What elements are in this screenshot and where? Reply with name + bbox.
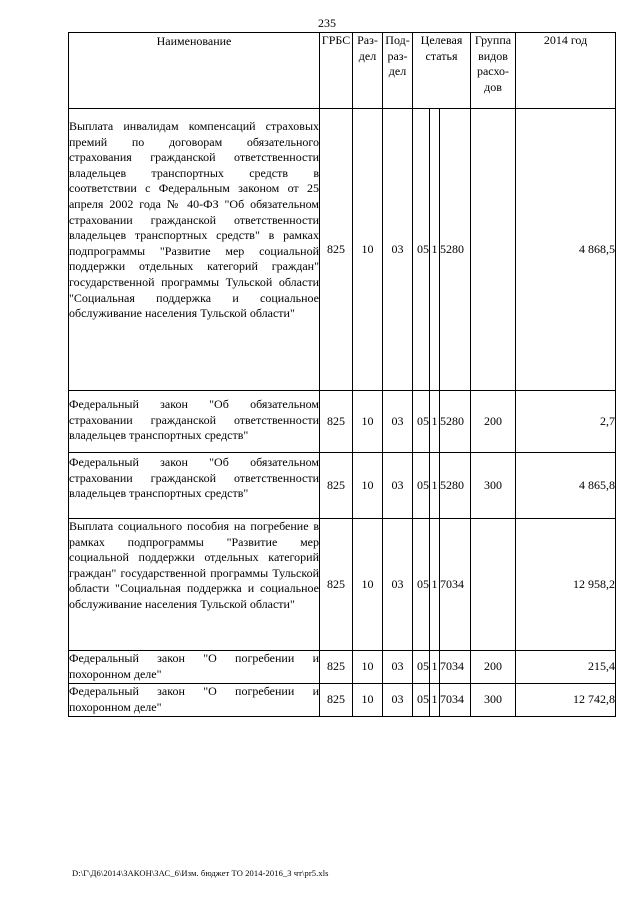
table-row — [69, 651, 616, 684]
row-razdel: 10 — [353, 684, 383, 717]
row-razdel: 10 — [353, 391, 383, 453]
row-podrazdel: 03 — [383, 651, 413, 684]
row-target-program: 05 — [413, 519, 430, 651]
header-name: Наименование — [69, 33, 320, 109]
header-podrazdel-line: раз- — [387, 48, 408, 63]
row-expense-group: 200 — [471, 391, 516, 453]
row-name: Федеральный закон "Об обязательном страховании гражданской ответственности владельцев транспортных средств" — [69, 455, 319, 501]
row-target-program: 05 — [413, 684, 430, 717]
row-expense-group: 300 — [471, 453, 516, 519]
row-target-subprogram: 1 — [430, 453, 440, 519]
page-number: 235 — [318, 16, 336, 30]
row-target-subprogram: 1 — [430, 391, 440, 453]
row-name-cell — [69, 519, 320, 651]
header-year: 2014 год — [516, 33, 616, 109]
row-amount: 4 865,8 — [516, 453, 616, 519]
header-grbs: ГРБС — [320, 33, 353, 109]
row-name: Федеральный закон "О погребении и похоронном деле" — [69, 651, 319, 681]
row-name-cell — [69, 684, 320, 717]
row-grbs: 825 — [320, 651, 353, 684]
row-amount: 12 958,2 — [516, 519, 616, 651]
row-razdel: 10 — [353, 519, 383, 651]
row-name: Выплата инвалидам компенсаций страховых премий по договорам обязательного страхования гражданской ответственности владельцев транспортных средств в соответствии с Федеральным законом от 25 апреля 2002 года № 40-ФЗ "Об обязательном страховании гражданской ответственности владельцев транспортных средств" в рамках подпрограммы "Развитие мер социальной поддержки отдельных категорий граждан" государственной программы Тульской области "Социальная поддержка и социальное обслуживание населения Тульской области" — [69, 119, 319, 321]
footer-file-path: D:\Г\Д6\2014\ЗАКОН\ЗАС_6\Изм. бюджет ТО 2014-2016_3 чт\pr5.xls — [72, 868, 329, 878]
budget-table — [68, 32, 616, 717]
row-target-code: 5280 — [440, 109, 471, 391]
row-target-program: 05 — [413, 651, 430, 684]
header-target-article — [413, 33, 471, 109]
row-grbs: 825 — [320, 453, 353, 519]
row-name: Федеральный закон "Об обязательном страховании гражданской ответственности владельцев транспортных средств" — [69, 397, 319, 443]
table-row — [69, 109, 616, 391]
row-target-subprogram: 1 — [430, 109, 440, 391]
row-name: Выплата социального пособия на погребение в рамках подпрограммы "Развитие мер социальной поддержки отдельных категорий граждан" государственной программы Тульской области "Социальная поддержка и социальное обслуживание населения Тульской области" — [69, 519, 319, 611]
row-grbs: 825 — [320, 519, 353, 651]
row-target-program: 05 — [413, 453, 430, 519]
header-group-line: видов — [478, 48, 508, 63]
row-expense-group: 200 — [471, 651, 516, 684]
row-target-code: 7034 — [440, 519, 471, 651]
header-podrazdel-line: Под- — [385, 33, 410, 47]
row-name-cell — [69, 391, 320, 453]
row-razdel: 10 — [353, 651, 383, 684]
row-target-subprogram: 1 — [430, 519, 440, 651]
row-name-cell — [69, 651, 320, 684]
row-amount: 215,4 — [516, 651, 616, 684]
table-row — [69, 453, 616, 519]
table-row — [69, 391, 616, 453]
row-name: Федеральный закон "О погребении и похоронном деле" — [69, 684, 319, 714]
row-podrazdel: 03 — [383, 684, 413, 717]
row-target-code: 7034 — [440, 684, 471, 717]
row-podrazdel: 03 — [383, 519, 413, 651]
row-name-cell — [69, 109, 320, 391]
row-target-program: 05 — [413, 391, 430, 453]
row-target-program: 05 — [413, 109, 430, 391]
row-amount: 4 868,5 — [516, 109, 616, 391]
row-target-code: 7034 — [440, 651, 471, 684]
header-podrazdel-line: дел — [388, 64, 407, 79]
row-grbs: 825 — [320, 684, 353, 717]
row-razdel: 10 — [353, 453, 383, 519]
row-expense-group — [471, 519, 516, 651]
row-expense-group — [471, 109, 516, 391]
row-target-subprogram: 1 — [430, 684, 440, 717]
header-razdel-line: дел — [358, 48, 377, 63]
row-amount: 2,7 — [516, 391, 616, 453]
table-row — [69, 519, 616, 651]
header-group-line: расхо- — [476, 64, 510, 79]
row-target-subprogram: 1 — [430, 651, 440, 684]
row-target-code: 5280 — [440, 391, 471, 453]
row-razdel: 10 — [353, 109, 383, 391]
table-header-row — [69, 33, 616, 109]
header-group-line: дов — [484, 79, 502, 94]
header-group-line: Группа — [474, 33, 512, 47]
table-row — [69, 684, 616, 717]
header-podrazdel — [383, 33, 413, 109]
header-razdel — [353, 33, 383, 109]
row-grbs: 825 — [320, 391, 353, 453]
header-expense-group — [471, 33, 516, 109]
header-razdel-line: Раз- — [357, 33, 378, 47]
header-target-line: статья — [425, 48, 458, 63]
row-podrazdel: 03 — [383, 109, 413, 391]
row-grbs: 825 — [320, 109, 353, 391]
row-podrazdel: 03 — [383, 453, 413, 519]
row-podrazdel: 03 — [383, 391, 413, 453]
row-expense-group: 300 — [471, 684, 516, 717]
row-target-code: 5280 — [440, 453, 471, 519]
row-name-cell — [69, 453, 320, 519]
row-amount: 12 742,8 — [516, 684, 616, 717]
header-target-line: Целевая — [420, 33, 463, 47]
